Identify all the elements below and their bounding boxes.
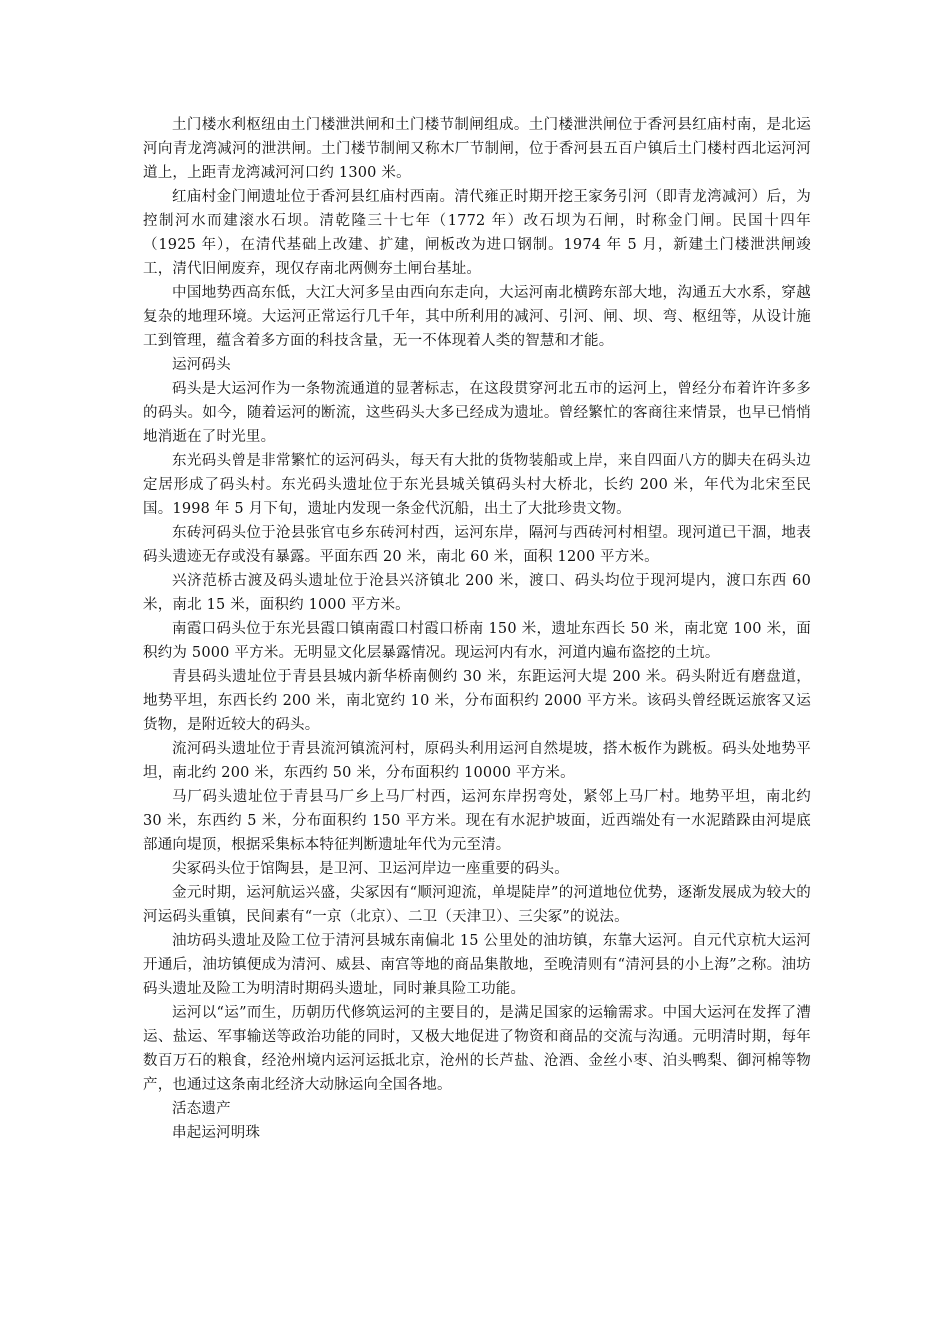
- paragraph: 码头是大运河作为一条物流通道的显著标志，在这段贯穿河北五市的运河上，曾经分布着许许多多的码头。如今，随着运河的断流，这些码头大多已经成为遗址。曾经繁忙的客商往来情景，也早已悄悄地消逝在了时光里。: [143, 381, 811, 445]
- paragraph: 流河码头遗址位于青县流河镇流河村，原码头利用运河自然堤坡，搭木板作为跳板。码头处地势平坦，南北约 200 米，东西约 50 米，分布面积约 10000 平方米。: [143, 741, 811, 781]
- paragraph: 东砖河码头位于沧县张官屯乡东砖河村西，运河东岸，隔河与西砖河村相望。现河道已干涸，地表码头遗迹无存或没有暴露。平面东西 20 米，南北 60 米，面积 1200 平方米。: [143, 525, 811, 565]
- paragraph: 油坊码头遗址及险工位于清河县城东南偏北 15 公里处的油坊镇，东靠大运河。自元代京杭大运河开通后，油坊镇便成为清河、威县、南宫等地的商品集散地，至晚清则有“清河县的小上海”之称。油坊码头遗址及险工为明清时期码头遗址，同时兼具险工功能。: [143, 933, 811, 997]
- section-heading: 运河码头: [172, 357, 231, 373]
- paragraph: 兴济范桥古渡及码头遗址位于沧县兴济镇北 200 米，渡口、码头均位于现河堤内，渡口东西 60 米，南北 15 米，面积约 1000 平方米。: [143, 573, 811, 613]
- section-subheading: 串起运河明珠: [172, 1125, 261, 1141]
- paragraph: 中国地势西高东低，大江大河多呈由西向东走向，大运河南北横跨东部大地，沟通五大水系，穿越复杂的地理环境。大运河正常运行几千年，其中所利用的减河、引河、闸、坝、弯、枢纽等，从设计施工到管理，蕴含着多方面的科技含量，无一不体现着人类的智慧和才能。: [143, 285, 811, 349]
- section-heading: 活态遗产: [172, 1101, 231, 1117]
- paragraph: 运河以“运”而生，历朝历代修筑运河的主要目的，是满足国家的运输需求。中国大运河在发挥了漕运、盐运、军事输送等政治功能的同时，又极大地促进了物资和商品的交流与沟通。元明清时期，每年数百万石的粮食，经沧州境内运河运抵北京，沧州的长芦盐、沧酒、金丝小枣、泊头鸭梨、御河棉等物产，也通过这条南北经济大动脉运向全国各地。: [143, 1005, 811, 1093]
- paragraph: 金元时期，运河航运兴盛，尖冢因有“顺河迎流，单堤陡岸”的河道地位优势，逐渐发展成为较大的河运码头重镇，民间素有“一京（北京）、二卫（天津卫）、三尖冢”的说法。: [143, 885, 811, 925]
- paragraph: 尖冢码头位于馆陶县，是卫河、卫运河岸边一座重要的码头。: [172, 861, 569, 877]
- paragraph: 东光码头曾是非常繁忙的运河码头，每天有大批的货物装船或上岸，来自四面八方的脚夫在码头边定居形成了码头村。东光码头遗址位于东光县城关镇码头村大桥北，长约 200 米，年代为北宋至民国。1998 年 5 月下旬，遗址内发现一条金代沉船，出土了大批珍贵文物。: [143, 453, 811, 517]
- document-body: [143, 113, 811, 1145]
- paragraph: 南霞口码头位于东光县霞口镇南霞口村霞口桥南 150 米，遗址东西长 50 米，南北宽 100 米，面积约为 5000 平方米。无明显文化层暴露情况。现运河内有水，河道内遍布盗挖的土坑。: [143, 621, 811, 661]
- paragraph: 土门楼水利枢纽由土门楼泄洪闸和土门楼节制闸组成。土门楼泄洪闸位于香河县红庙村南，是北运河向青龙湾减河的泄洪闸。土门楼节制闸又称木厂节制闸，位于香河县五百户镇后土门楼村西北运河河道上，上距青龙湾减河河口约 1300 米。: [143, 117, 811, 181]
- paragraph: 马厂码头遗址位于青县马厂乡上马厂村西，运河东岸拐弯处，紧邻上马厂村。地势平坦，南北约 30 米，东西约 5 米，分布面积约 150 平方米。现在有水泥护坡面，近西端处有一水泥踏跺由河堤底部通向堤顶，根据采集标本特征判断遗址年代为元至清。: [143, 789, 811, 853]
- paragraph: 红庙村金门闸遗址位于香河县红庙村西南。清代雍正时期开挖王家务引河（即青龙湾减河）后，为控制河水而建滚水石坝。清乾隆三十七年（1772 年）改石坝为石闸，时称金门闸。民国十四年（1925 年），在清代基础上改建、扩建，闸板改为进口钢制。1974 年 5 月，新建土门楼泄洪闸竣工，清代旧闸废弃，现仅存南北两侧夯土闸台基址。: [143, 189, 811, 277]
- paragraph: 青县码头遗址位于青县县城内新华桥南侧约 30 米，东距运河大堤 200 米。码头附近有磨盘道，地势平坦，东西长约 200 米，南北宽约 10 米，分布面积约 2000 平方米。该码头曾经既运旅客又运货物，是附近较大的码头。: [143, 669, 811, 733]
